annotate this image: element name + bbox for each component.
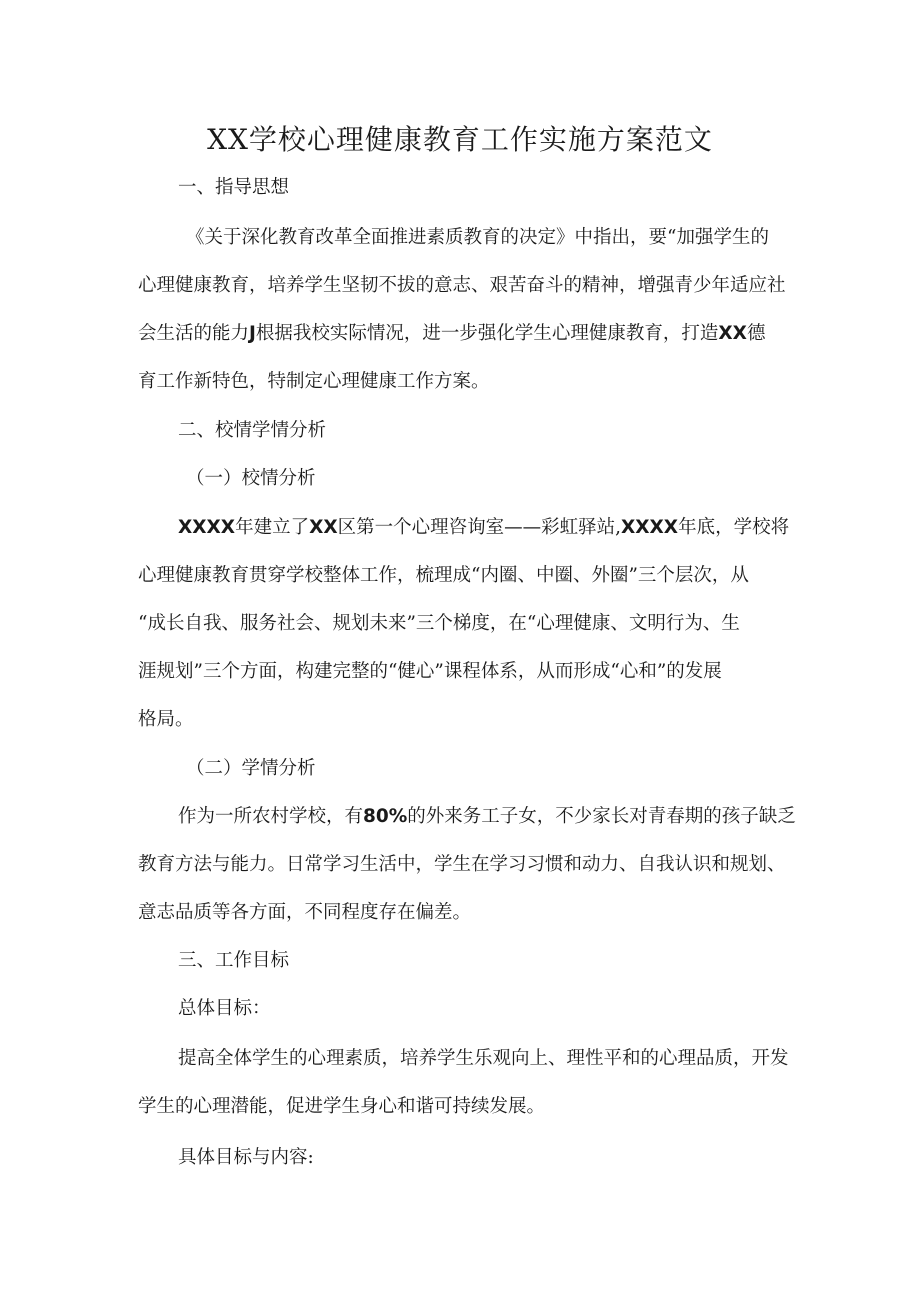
paragraph-line: 格局。 xyxy=(138,709,194,730)
paragraph-line: 育工作新特色，特制定心理健康工作方案。 xyxy=(138,371,490,392)
paragraph-line: 《关于深化教育改革全面推进素质教育的决定》中指出，要“加强学生的 xyxy=(186,227,769,248)
paragraph-line: “成长自我、服务社会、规划未来”三个梯度，在“心理健康、文明行为、生 xyxy=(138,613,740,634)
subsection-heading: （一）校情分析 xyxy=(186,468,316,489)
paragraph-line: 作为一所农村学校，有80%的外来务工子女，不少家长对青春期的孩子缺乏 xyxy=(178,806,796,827)
section-heading: 三、工作目标 xyxy=(178,950,290,971)
overall-goal-label: 总体目标： xyxy=(178,998,271,1019)
paragraph-line: 心理健康教育，培养学生坚韧不拔的意志、艰苦奋斗的精神，增强青少年适应社 xyxy=(138,275,786,296)
paragraph-line: 教育方法与能力。日常学习生活中，学生在学习习惯和动力、自我认识和规划、 xyxy=(138,854,786,875)
paragraph-line: 意志品质等各方面，不同程度存在偏差。 xyxy=(138,902,472,923)
paragraph-line: 学生的心理潜能，促进学生身心和谐可持续发展。 xyxy=(138,1096,546,1117)
section-heading: 二、校情学情分析 xyxy=(178,420,327,441)
section-heading: 一、指导思想 xyxy=(178,177,290,198)
paragraph-line: 会生活的能力J根据我校实际情况，进一步强化学生心理健康教育，打造XX德 xyxy=(138,323,766,344)
paragraph-line: 提高全体学生的心理素质，培养学生乐观向上、理性平和的心理品质，开发 xyxy=(178,1048,789,1069)
paragraph-line: 涯规划”三个方面，构建完整的“健心”课程体系，从而形成“心和”的发展 xyxy=(138,661,722,682)
paragraph-line: XXXX年建立了XX区第一个心理咨询室——彩虹驿站,XXXX年底，学校将 xyxy=(178,517,790,538)
subsection-heading: （二）学情分析 xyxy=(186,758,316,779)
specific-goal-label: 具体目标与内容: xyxy=(178,1147,314,1168)
paragraph-line: 心理健康教育贯穿学校整体工作，梳理成“内圈、中圈、外圈”三个层次，从 xyxy=(138,565,749,586)
page-title: XX学校心理健康教育工作实施方案范文 xyxy=(207,123,713,156)
